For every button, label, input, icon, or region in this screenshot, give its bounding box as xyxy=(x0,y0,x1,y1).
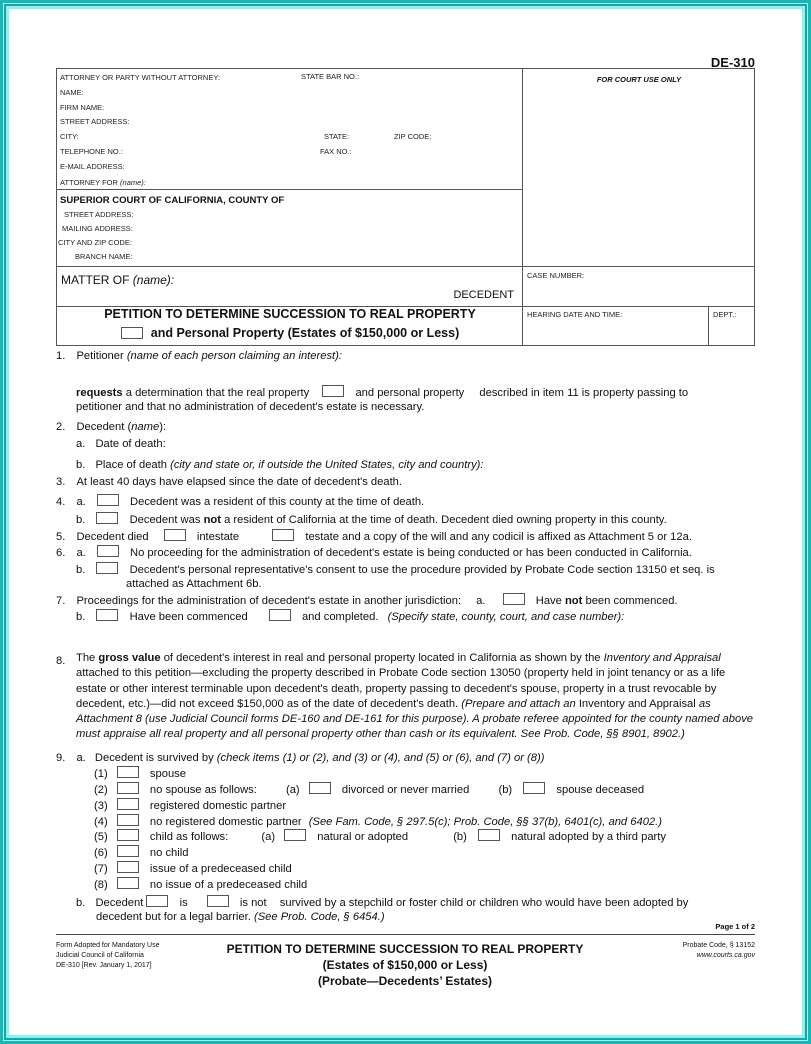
option-number: (6) xyxy=(94,847,108,859)
real-property-checkbox[interactable] xyxy=(322,385,344,397)
item-text: Proceedings for the administration of decedent's estate in another jurisdiction: xyxy=(76,595,462,607)
spouse-checkbox[interactable] xyxy=(117,766,139,778)
petition-subtitle-text: and Personal Property (Estates of $150,000 or Less) xyxy=(150,326,460,340)
item-italic: (Prepare and attach an xyxy=(461,697,576,710)
footer-adopted: Form Adopted for Mandatory Use xyxy=(56,942,160,949)
footer-left xyxy=(56,941,160,971)
item-2[interactable] xyxy=(56,419,166,435)
item-letter: a. xyxy=(76,496,86,508)
option-sub-letter: (b) xyxy=(453,831,467,843)
spouse-deceased-checkbox[interactable] xyxy=(523,782,545,794)
completed-checkbox[interactable] xyxy=(269,609,291,621)
item-2b-place-of-death[interactable] xyxy=(76,457,484,473)
item-8-number: 8. xyxy=(56,655,66,667)
option-text: natural adopted by a third party xyxy=(511,831,666,843)
item-number: 2. xyxy=(56,421,66,433)
footer-rule xyxy=(56,934,755,935)
item-text: Have xyxy=(535,595,562,607)
is-not-survived-checkbox[interactable] xyxy=(207,895,229,907)
representative-consent-checkbox[interactable] xyxy=(96,562,118,574)
matter-of-label: MATTER OF xyxy=(61,273,130,287)
item-5 xyxy=(56,529,692,545)
option-text: issue of a predeceased child xyxy=(149,863,292,875)
page-number: Page 1 of 2 xyxy=(715,922,755,931)
item-text: described in item 11 is property passing to xyxy=(479,387,689,399)
item-9b-line2 xyxy=(96,909,385,925)
zip-code-field[interactable]: ZIP CODE: xyxy=(394,132,432,141)
court-branch-field[interactable]: BRANCH NAME: xyxy=(75,252,133,261)
option-text: no child xyxy=(149,847,189,859)
intestate-checkbox[interactable] xyxy=(164,529,186,541)
survivor-option-6 xyxy=(94,845,188,861)
attorney-label: ATTORNEY OR PARTY WITHOUT ATTORNEY: xyxy=(60,73,221,82)
requests-bold: requests xyxy=(76,387,123,399)
form-id: DE-310 xyxy=(710,55,755,70)
footer-revision: DE-310 [Rev. January 1, 2017] xyxy=(56,962,152,969)
item-bold: not xyxy=(564,595,583,607)
item-letter: b. xyxy=(76,611,86,623)
item-bold: gross value xyxy=(98,652,161,664)
item-hint: (Specify state, county, court, and case number): xyxy=(387,611,625,623)
item-1-line2: petitioner and that no administration of decedent's estate is necessary. xyxy=(76,401,425,413)
court-use-only-label: FOR COURT USE ONLY xyxy=(596,75,682,84)
court-street-field[interactable]: STREET ADDRESS: xyxy=(64,210,134,219)
item-2a-date-of-death[interactable] xyxy=(76,436,166,452)
item-text: been commenced. xyxy=(585,595,678,607)
state-field[interactable]: STATE: xyxy=(324,132,350,141)
item-text: a determination that the real property xyxy=(125,387,310,399)
option-number: (2) xyxy=(94,784,108,796)
option-text: registered domestic partner xyxy=(149,800,287,812)
footer-title-line3: (Probate—Decedents’ Estates) xyxy=(317,974,493,988)
item-text: ): xyxy=(159,421,167,433)
option-number: (1) xyxy=(94,768,108,780)
item-number: 4. xyxy=(56,496,66,508)
firm-name-field[interactable]: FIRM NAME: xyxy=(60,103,105,112)
item-text: Decedent was xyxy=(129,514,201,526)
item-6b-line2: attached as Attachment 6b. xyxy=(126,578,262,590)
item-text: Have been commenced xyxy=(129,611,248,623)
resident-of-county-checkbox[interactable] xyxy=(97,494,119,506)
item-text: Inventory and Appraisal xyxy=(578,697,696,710)
item-number: 1. xyxy=(56,350,66,362)
option-sub-letter: (b) xyxy=(498,784,513,796)
option-text: child as follows: xyxy=(149,831,229,843)
divider xyxy=(708,307,709,346)
matter-of-field[interactable] xyxy=(61,273,174,287)
item-text: The xyxy=(76,652,96,664)
item-letter: b. xyxy=(76,514,86,526)
item-text: survived by a stepchild or foster child or children who would have been adopted by xyxy=(279,897,689,909)
divider xyxy=(57,266,755,267)
not-commenced-checkbox[interactable] xyxy=(503,593,525,605)
survivor-option-2 xyxy=(94,782,644,798)
item-4b xyxy=(76,512,667,528)
item-text: decedent but for a legal barrier. xyxy=(96,911,251,923)
item-6a xyxy=(56,545,692,561)
item-letter: b. xyxy=(76,897,86,909)
item-number: 6. xyxy=(56,547,66,559)
option-number: (7) xyxy=(94,863,108,875)
divider xyxy=(522,69,523,346)
item-number: 3. xyxy=(56,476,66,488)
no-spouse-checkbox[interactable] xyxy=(117,782,139,794)
name-field[interactable]: NAME: xyxy=(60,88,84,97)
item-text: Decedent xyxy=(95,897,144,909)
item-hint: (See Prob. Code, § 6454.) xyxy=(253,911,385,923)
item-text: of decedent's interest in real and personal property located in California as shown by the xyxy=(163,652,601,664)
state-bar-label: STATE BAR NO.: xyxy=(301,72,360,81)
attorney-for-label: ATTORNEY FOR xyxy=(60,178,118,187)
survivor-option-5 xyxy=(94,829,666,845)
petition-title: PETITION TO DETERMINE SUCCESSION TO REAL PROPERTY xyxy=(104,307,476,321)
footer-code: Probate Code, § 13152 xyxy=(682,942,755,949)
footer-right xyxy=(683,941,755,961)
commenced-checkbox[interactable] xyxy=(96,609,118,621)
footer-title-line1: PETITION TO DETERMINE SUCCESSION TO REAL PROPERTY xyxy=(226,942,584,956)
item-3 xyxy=(56,474,402,490)
item-8-text xyxy=(76,651,756,743)
petition-subtitle xyxy=(57,326,523,340)
item-text: Decedent ( xyxy=(76,421,132,433)
option-number: (8) xyxy=(94,879,108,891)
third-party-adopted-checkbox[interactable] xyxy=(478,829,500,841)
item-text: Decedent is survived by xyxy=(94,752,214,764)
option-text: divorced or never married xyxy=(341,784,470,796)
option-text: spouse xyxy=(149,768,186,780)
child-checkbox[interactable] xyxy=(117,829,139,841)
hearing-date-field[interactable]: HEARING DATE AND TIME: xyxy=(527,310,623,319)
issue-predeceased-checkbox[interactable] xyxy=(117,861,139,873)
footer-title xyxy=(210,941,600,989)
survivor-option-7 xyxy=(94,861,292,877)
item-7b xyxy=(76,609,624,625)
option-text: no registered domestic partner xyxy=(149,816,302,828)
item-text: Decedent died xyxy=(76,531,149,543)
option-number: (4) xyxy=(94,816,108,828)
city-field[interactable]: CITY: xyxy=(60,132,79,141)
email-field[interactable]: E-MAIL ADDRESS: xyxy=(60,162,125,171)
option-text: no issue of a predeceased child xyxy=(149,879,308,891)
item-hint: (city and state or, if outside the United States, city and country): xyxy=(170,459,484,471)
item-letter: b. xyxy=(76,564,86,576)
option-hint: (See Fam. Code, § 297.5(c); Prob. Code, §§ 37(b), 6401(c), and 6402.) xyxy=(308,816,662,828)
survivor-option-3 xyxy=(94,798,286,814)
item-text: is xyxy=(179,897,188,909)
attorney-for-name-hint: (name): xyxy=(120,178,146,187)
testate-checkbox[interactable] xyxy=(272,529,294,541)
item-italic: as Attachment 8 (use Judicial Council forms DE-160 and DE-161 for this purpose). A probate referee appointed for the county named above must appraise all real property and all personal property other than cash or its equivalent. See Prob. Code, §§ 8901, 8902.) xyxy=(76,697,754,741)
divorced-checkbox[interactable] xyxy=(309,782,331,794)
footer-council: Judicial Council of California xyxy=(56,952,144,959)
option-text: no spouse as follows: xyxy=(149,784,257,796)
survivor-option-8 xyxy=(94,877,307,893)
item-1 xyxy=(56,348,342,364)
footer-website-link[interactable]: www.courts.ca.gov xyxy=(696,952,755,959)
item-text: intestate xyxy=(196,531,240,543)
no-issue-predeceased-checkbox[interactable] xyxy=(117,877,139,889)
option-text: spouse deceased xyxy=(556,784,645,796)
form-header xyxy=(56,68,755,346)
item-italic: Inventory and Appraisal xyxy=(603,652,721,664)
matter-name-hint: (name): xyxy=(132,273,175,287)
no-proceeding-checkbox[interactable] xyxy=(97,545,119,557)
item-text: a resident of California at the time of death. Decedent died owning property in this county. xyxy=(224,514,667,526)
item-number: 7. xyxy=(56,595,66,607)
item-hint: (check items (1) or (2), and (3) or (4), and (5) or (6), and (7) or (8)) xyxy=(216,752,545,764)
decedent-label: DECEDENT xyxy=(453,289,514,301)
item-letter: b. xyxy=(76,459,86,471)
option-number: (5) xyxy=(94,831,108,843)
case-number-field[interactable]: CASE NUMBER: xyxy=(527,271,585,280)
item-text: Decedent was a resident of this county at the time of death. xyxy=(130,496,425,508)
no-domestic-partner-checkbox[interactable] xyxy=(117,814,139,826)
footer-title-line2: (Estates of $150,000 or Less) xyxy=(322,958,488,972)
item-text: No proceeding for the administration of decedent's estate is being conducted or has been conducted in California. xyxy=(130,547,692,559)
item-letter: a. xyxy=(76,752,86,764)
court-city-zip-field[interactable]: CITY AND ZIP CODE: xyxy=(58,238,132,247)
item-text: Decedent's personal representative's consent to use the procedure provided by Probate Code section 13150 et seq. is xyxy=(129,564,715,576)
personal-property-title-checkbox[interactable] xyxy=(121,327,143,339)
court-title: SUPERIOR COURT OF CALIFORNIA, COUNTY OF xyxy=(60,195,285,206)
court-mailing-field[interactable]: MAILING ADDRESS: xyxy=(62,224,133,233)
street-address-field[interactable]: STREET ADDRESS: xyxy=(60,117,130,126)
not-resident-checkbox[interactable] xyxy=(96,512,118,524)
item-hint: name xyxy=(131,421,160,433)
telephone-field[interactable]: TELEPHONE NO.: xyxy=(60,147,123,156)
option-sub-letter: (a) xyxy=(261,831,276,843)
survivor-option-1 xyxy=(94,766,186,782)
divider xyxy=(57,189,522,190)
item-text: and completed. xyxy=(301,611,379,623)
item-9a xyxy=(56,750,544,766)
option-text: natural or adopted xyxy=(317,831,409,843)
item-text: Date of death: xyxy=(95,438,166,450)
item-text: Place of death xyxy=(95,459,167,471)
item-text: Petitioner xyxy=(76,350,124,362)
survivor-option-4 xyxy=(94,814,662,830)
item-text: testate and a copy of the will and any codicil is affixed as Attachment 5 or 12a. xyxy=(305,531,692,543)
item-text: and personal property xyxy=(355,387,465,399)
item-number: 5. xyxy=(56,531,66,543)
item-letter: a. xyxy=(76,547,86,559)
item-number: 9. xyxy=(56,752,66,764)
is-survived-checkbox[interactable] xyxy=(146,895,168,907)
fax-field[interactable]: FAX NO.: xyxy=(320,147,352,156)
item-letter: a. xyxy=(76,438,86,450)
natural-adopted-checkbox[interactable] xyxy=(284,829,306,841)
option-sub-letter: (a) xyxy=(285,784,300,796)
item-text: attached to this petition—excluding the property described in Probate Code section 13050 (property held in joint tenancy or as a life estate or other interest terminable upon decedent's death, property passing to decedent's spouse, property in a trust revocable by decedent, etc.)—did not exceed $150,000 as of the date of decedent's death. xyxy=(76,667,726,710)
item-letter: a. xyxy=(476,595,486,607)
item-7 xyxy=(56,593,678,609)
domestic-partner-checkbox[interactable] xyxy=(117,798,139,810)
item-text: At least 40 days have elapsed since the date of decedent's death. xyxy=(76,476,403,488)
no-child-checkbox[interactable] xyxy=(117,845,139,857)
item-text: is not xyxy=(239,897,267,909)
item-bold: not xyxy=(203,514,221,526)
item-hint: (name of each person claiming an interest): xyxy=(126,350,342,362)
dept-field[interactable]: DEPT.: xyxy=(713,310,737,319)
option-number: (3) xyxy=(94,800,108,812)
attorney-for-field[interactable] xyxy=(60,178,146,187)
item-4a xyxy=(56,494,424,510)
